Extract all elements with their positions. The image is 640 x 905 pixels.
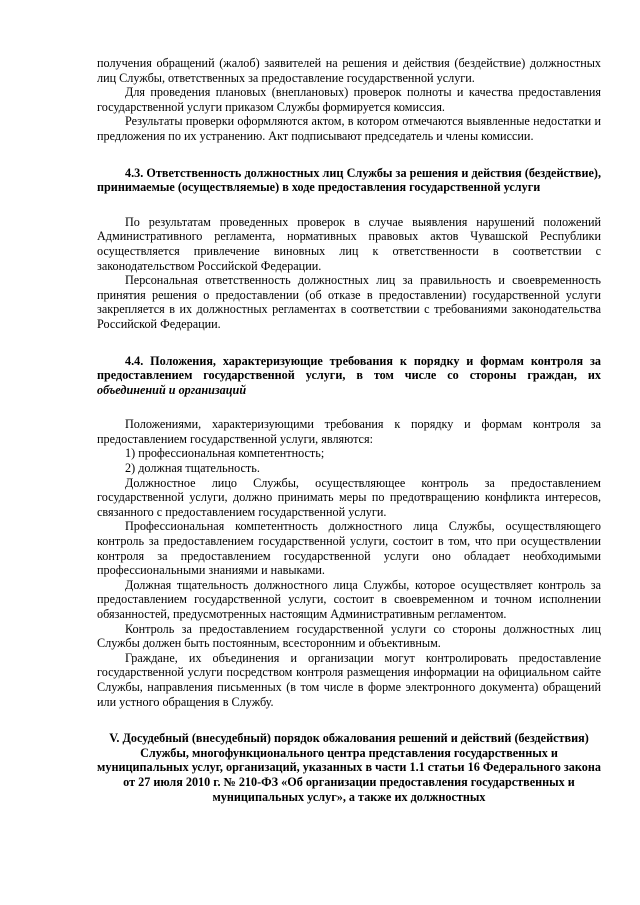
section-heading-4-3: 4.3. Ответственность должностных лиц Службы за решения и действия (бездействие), принимаемые (осуществляемые) в ходе предоставления государственной услуги (97, 165, 601, 195)
document-page (97, 56, 601, 804)
section-heading-4-4-main: 4.4. Положения, характеризующие требования к порядку и формам контроля за предоставлением государственной услуги, в том числе со стороны граждан, их (97, 353, 601, 383)
paragraph: Для проведения плановых (внеплановых) проверок полноты и качества предоставления государственной услуги приказом Службы формируется комиссия. (97, 85, 601, 114)
paragraph: Должная тщательность должностного лица Службы, которое осуществляет контроль за предоставлением государственной услуги, состоит в своевременном и точном исполнении обязанностей, предусмотренных настоящим Административным регламентом. (97, 577, 601, 621)
section-heading-4-4 (97, 354, 601, 398)
paragraph: Профессиональная компетентность должностного лица Службы, осуществляющего контроль за предоставлением государственной услуги, состоит в том, что при осуществлении контроля за предоставлением государственной услуги оно обладает необходимыми профессиональными знаниями и навыками. (97, 519, 601, 578)
list-item: 1) профессиональная компетентность; (125, 446, 325, 461)
paragraph: Положениями, характеризующими требования к порядку и формам контроля за предоставлением государственной услуги, являются: (97, 417, 601, 446)
paragraph: Контроль за предоставлением государственной услуги со стороны должностных лиц Службы должен быть постоянным, всесторонним и объективным. (97, 621, 601, 651)
paragraph: Граждане, их объединения и организации могут контролировать предоставление государственной услуги посредством контроля размещения информации на официальном сайте Службы, направления письменных (в том числе в форме электронного документа) обращений или устного обращения в Службу. (97, 650, 601, 709)
paragraph: Должностное лицо Службы, осуществляющее контроль за предоставлением государственной услуги, должно принимать меры по предотвращению конфликта интересов, связанного с предоставлением государственной услуги. (97, 475, 601, 519)
paragraph: Персональная ответственность должностных лиц за правильность и своевременность принятия решения о предоставлении (об отказе в предоставлении) государственной услуги закрепляется в их должностных регламентах в соответствии с требованиями законодательства Российской Федерации. (97, 273, 601, 331)
section-heading-4-4-italic: объединений и организаций (97, 382, 247, 397)
list-item: 2) должная тщательность. (125, 461, 260, 476)
section-heading-v: V. Досудебный (внесудебный) порядок обжалования решений и действий (бездействия) Службы, многофункционального центра представления государственных и муниципальных услуг, организаций, указанных в части 1.1 статьи 16 Федерального закона от 27 июля 2010 г. № 210-ФЗ «Об организации предоставления государственных и муниципальных услуг», а также их должностных (97, 731, 601, 804)
paragraph: По результатам проведенных проверок в случае выявления нарушений положений Административного регламента, нормативных правовых актов Чувашской Республики осуществляется привлечение виновных лиц к ответственности в соответствии с законодательством Российской Федерации. (97, 214, 601, 273)
paragraph: получения обращений (жалоб) заявителей на решения и действия (бездействие) должностных лиц Службы, ответственных за предоставление государственной услуги. (97, 56, 601, 85)
paragraph: Результаты проверки оформляются актом, в котором отмечаются выявленные недостатки и предложения по их устранению. Акт подписывают председатель и члены комиссии. (97, 114, 601, 143)
